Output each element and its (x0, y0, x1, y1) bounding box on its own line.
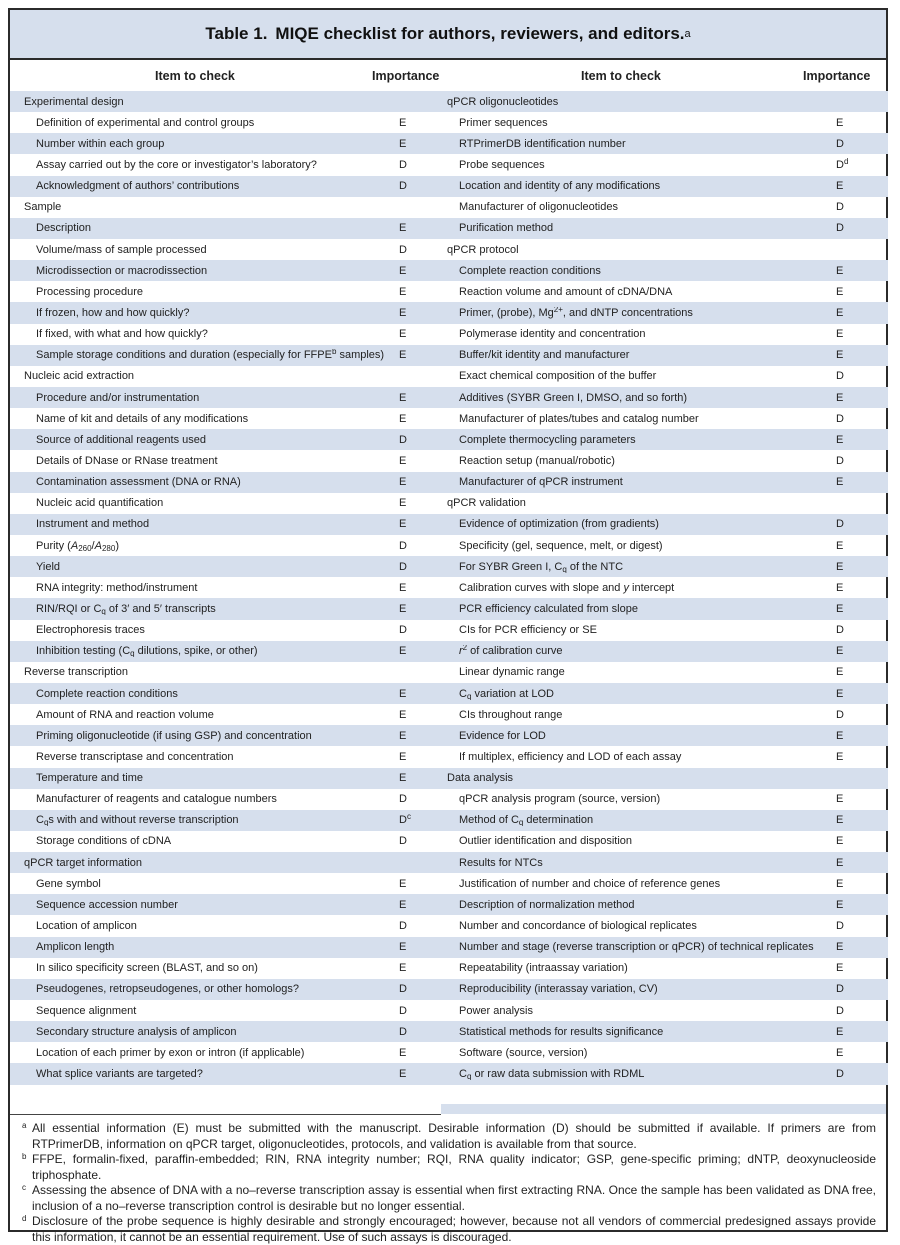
importance-value: E (836, 116, 844, 129)
item-text: Buffer/kit identity and manufacturer (459, 349, 630, 362)
table-row (10, 345, 441, 366)
table-row (10, 133, 441, 154)
table-row (10, 979, 441, 1000)
table-row (441, 746, 888, 767)
item-text: Evidence of optimization (from gradients) (459, 518, 659, 531)
table-bottom-rule (10, 1114, 441, 1115)
item-text: RIN/RQI or $C_q$ of 3′ and 5′ transcripts (36, 602, 216, 615)
item-text: Primer, (probe), $Mg^{2+}$, and dNTP concentrations (459, 306, 693, 319)
column-header-importance-right: Importance (803, 68, 871, 83)
table-row (10, 937, 441, 958)
item-text: Amount of RNA and reaction volume (36, 708, 214, 721)
table-row (10, 810, 441, 831)
table-row (441, 873, 888, 894)
importance-value: D (836, 1068, 844, 1081)
section-header-row (10, 662, 441, 683)
item-text: Sequence accession number (36, 898, 178, 911)
item-text: Instrument and method (36, 518, 150, 531)
item-text: RNA integrity: method/instrument (36, 581, 198, 594)
table-row (441, 345, 888, 366)
importance-value: E (399, 222, 407, 235)
item-text: Purity $(A_{260}/A_{280})$ (36, 539, 119, 552)
importance-value: D (399, 920, 407, 933)
importance-value: E (836, 1025, 844, 1038)
item-text: Description (36, 222, 92, 235)
section-header-row (10, 197, 441, 218)
table-row (441, 598, 888, 619)
footnote-text: Assessing the absence of DNA with a no–reverse transcription assay is essential when first extracting RNA. Once the sample has been validated as DNA free, inclusion of a no–reverse transcription control is desirable but no longer essential. (32, 1183, 876, 1213)
section-header-row (441, 91, 888, 112)
importance-value: E (399, 1068, 407, 1081)
table-row (441, 408, 888, 429)
item-text: What splice variants are targeted? (36, 1068, 203, 1081)
item-text: Evidence for LOD (459, 729, 546, 742)
item-text: Yield (36, 560, 61, 573)
table-row (441, 387, 888, 408)
item-text: Complete reaction conditions (459, 264, 601, 277)
item-text: Outlier identification and disposition (459, 835, 633, 848)
table-row (441, 725, 888, 746)
importance-value: D (399, 1004, 407, 1017)
footnote-marker: a (22, 1121, 27, 1130)
right-column (441, 91, 888, 1085)
table-row (10, 176, 441, 197)
item-text: Name of kit and details of any modifications (36, 412, 249, 425)
table-row (10, 577, 441, 598)
item-text: Electrophoresis traces (36, 624, 145, 637)
importance-value: E (836, 264, 844, 277)
item-text: Experimental design (24, 95, 124, 108)
importance-value: E (836, 1046, 844, 1059)
table-row (10, 894, 441, 915)
importance-value: E (399, 708, 407, 721)
importance-value: D (399, 243, 407, 256)
importance-value: D (399, 560, 407, 573)
importance-value: E (836, 391, 844, 404)
item-text: Volume/mass of sample processed (36, 243, 207, 256)
table-bottom-band (10, 1104, 886, 1114)
item-text: Procedure and/or instrumentation (36, 391, 200, 404)
item-text: Pseudogenes, retropseudogenes, or other homologs? (36, 983, 299, 996)
importance-value: E (836, 602, 844, 615)
footnote-d (22, 1214, 876, 1245)
item-text: Reproducibility (interassay variation, CV) (459, 983, 658, 996)
item-text: $r^2$ of calibration curve (459, 645, 563, 658)
item-text: RTPrimerDB identification number (459, 137, 626, 150)
table-row (10, 1042, 441, 1063)
table-row (441, 281, 888, 302)
section-header-row (10, 91, 441, 112)
item-text: Description of normalization method (459, 898, 635, 911)
item-text: Priming oligonucleotide (if using GSP) and concentration (36, 729, 312, 742)
item-text: Details of DNase or RNase treatment (36, 454, 218, 467)
item-text: $C_qs$ with and without reverse transcription (36, 814, 239, 827)
item-text: Microdissection or macrodissection (36, 264, 208, 277)
table-row (10, 831, 441, 852)
table-row (10, 493, 441, 514)
importance-value: D (399, 158, 407, 171)
importance-value: E (399, 729, 407, 742)
item-text: Inhibition testing ($C_q$ dilutions, spike, or other) (36, 645, 258, 658)
table-row (10, 620, 441, 641)
importance-value: D (836, 624, 844, 637)
table-row (441, 112, 888, 133)
table-row (441, 810, 888, 831)
importance-value: E (836, 835, 844, 848)
importance-value: E (836, 433, 844, 446)
importance-value: E (399, 306, 407, 319)
table-row (441, 683, 888, 704)
table-row (441, 514, 888, 535)
importance-value: D (399, 983, 407, 996)
item-text: Additives (SYBR Green I, DMSO, and so forth) (459, 391, 688, 404)
item-text: Manufacturer of reagents and catalogue numbers (36, 793, 277, 806)
importance-value: E (399, 476, 407, 489)
table-row (441, 218, 888, 239)
table-row (441, 535, 888, 556)
table-row (10, 789, 441, 810)
footnote-marker: c (22, 1183, 26, 1192)
importance-value: D (836, 201, 844, 214)
item-text: Nucleic acid quantification (36, 497, 164, 510)
importance-value: E (399, 772, 407, 785)
table-row (10, 641, 441, 662)
table-row (441, 429, 888, 450)
section-header-row (441, 768, 888, 789)
item-text: Processing procedure (36, 285, 144, 298)
table-row (10, 218, 441, 239)
importance-value: E (399, 962, 407, 975)
table-row (10, 429, 441, 450)
table-title: MIQE checklist for authors, reviewers, and editors. (275, 24, 685, 43)
table-row (10, 260, 441, 281)
footnote-marker: d (22, 1214, 27, 1223)
left-column (10, 91, 441, 1085)
item-text: Number within each group (36, 137, 165, 150)
footnote-b (22, 1152, 876, 1183)
item-text: Linear dynamic range (459, 666, 565, 679)
item-text: Sample storage conditions and duration (especially for FFPE$^b$ samples) (36, 349, 385, 362)
table-row (441, 1063, 888, 1084)
table-row (441, 450, 888, 471)
item-text: Number and concordance of biological replicates (459, 920, 697, 933)
item-text: Reverse transcriptase and concentration (36, 750, 234, 763)
importance-value: E (399, 412, 407, 425)
importance-value: E (836, 328, 844, 341)
table-row (10, 408, 441, 429)
importance-value: E (836, 856, 844, 869)
table-row (441, 704, 888, 725)
item-text: If fixed, with what and how quickly? (36, 328, 208, 341)
importance-value: D (399, 180, 407, 193)
item-text: Reaction volume and amount of cDNA/DNA (459, 285, 673, 298)
item-text: Exact chemical composition of the buffer (459, 370, 657, 383)
table-row (441, 324, 888, 345)
importance-value: E (836, 539, 844, 552)
item-text: $C_q$ variation at LOD (459, 687, 554, 700)
table-row (441, 577, 888, 598)
importance-value: E (836, 750, 844, 763)
item-text: Amplicon length (36, 941, 115, 954)
item-text: Justification of number and choice of reference genes (459, 877, 721, 890)
column-header-item-left: Item to check (155, 68, 235, 83)
item-text: Power analysis (459, 1004, 533, 1017)
item-text: Statistical methods for results significance (459, 1025, 664, 1038)
importance-value: $D^c$ (399, 812, 411, 827)
item-text: Polymerase identity and concentration (459, 328, 646, 341)
item-text: Manufacturer of plates/tubes and catalog number (459, 412, 699, 425)
table-row (441, 176, 888, 197)
table-row (441, 620, 888, 641)
importance-value: E (399, 137, 407, 150)
footnote-marker: b (22, 1152, 27, 1161)
item-text: qPCR analysis program (source, version) (459, 793, 661, 806)
importance-value: E (836, 666, 844, 679)
item-text: qPCR oligonucleotides (447, 95, 559, 108)
table-row (10, 958, 441, 979)
item-text: Location of each primer by exon or intron (if applicable) (36, 1046, 305, 1059)
importance-value: E (399, 687, 407, 700)
table-row (10, 768, 441, 789)
item-text: Nucleic acid extraction (24, 370, 135, 383)
item-text: qPCR protocol (447, 243, 519, 256)
table-row (10, 704, 441, 725)
item-text: Contamination assessment (DNA or RNA) (36, 476, 241, 489)
importance-value: E (399, 898, 407, 911)
table-row (441, 831, 888, 852)
importance-value: E (836, 898, 844, 911)
importance-value: E (836, 814, 844, 827)
importance-value: D (399, 539, 407, 552)
table-row (441, 302, 888, 323)
importance-value: D (399, 433, 407, 446)
item-text: Software (source, version) (459, 1046, 588, 1059)
table-row (441, 366, 888, 387)
importance-value: E (836, 349, 844, 362)
importance-value: E (836, 687, 844, 700)
table-row (441, 260, 888, 281)
table-row (10, 472, 441, 493)
item-text: Complete reaction conditions (36, 687, 178, 700)
footnote-text: Disclosure of the probe sequence is highly desirable and strongly encouraged; however, because not all vendors of commercial predesigned assays provide this information, it cannot be an essential requirement. Use of such assays is discouraged. (32, 1214, 876, 1244)
importance-value: E (399, 750, 407, 763)
item-text: Number and stage (reverse transcription or qPCR) of technical replicates (459, 941, 814, 954)
table-label: Table 1. (205, 24, 268, 43)
importance-value: E (836, 180, 844, 193)
importance-value: $D^d$ (836, 156, 849, 171)
importance-value: E (399, 285, 407, 298)
table-row (441, 556, 888, 577)
table-row (441, 472, 888, 493)
table-row (10, 154, 441, 175)
item-text: Storage conditions of cDNA (36, 835, 172, 848)
table-row (10, 873, 441, 894)
item-text: qPCR target information (24, 856, 142, 869)
importance-value: D (836, 920, 844, 933)
importance-value: E (836, 729, 844, 742)
table-row (441, 662, 888, 683)
table-row (10, 725, 441, 746)
table-row (10, 239, 441, 260)
table-title-bar: Table 1. MIQE checklist for authors, reviewers, and editors. a (10, 10, 886, 60)
importance-value: E (836, 560, 844, 573)
table-row (441, 894, 888, 915)
footnote-a (22, 1121, 876, 1152)
item-text: If frozen, how and how quickly? (36, 306, 190, 319)
item-text: Gene symbol (36, 877, 101, 890)
table-row (10, 683, 441, 704)
table-row (10, 1063, 441, 1084)
footnote-text: FFPE, formalin-fixed, paraffin-embedded; RIN, RNA integrity number; RQI, RNA quality indicator; GSP, gene-specific priming; dNTP, deoxynucleoside triphosphate. (32, 1152, 876, 1182)
table-row (441, 1000, 888, 1021)
item-text: PCR efficiency calculated from slope (459, 602, 638, 615)
importance-value: E (836, 793, 844, 806)
importance-value: D (836, 222, 844, 235)
item-text: Data analysis (447, 772, 514, 785)
importance-value: D (836, 518, 844, 531)
table-row (441, 1021, 888, 1042)
importance-value: E (399, 391, 407, 404)
importance-value: E (399, 645, 407, 658)
item-text: Source of additional reagents used (36, 433, 207, 446)
table-row (10, 598, 441, 619)
section-header-row (441, 239, 888, 260)
importance-value: E (399, 941, 407, 954)
section-header-row (10, 852, 441, 873)
importance-value: E (836, 877, 844, 890)
table-row (10, 514, 441, 535)
importance-value: E (399, 877, 407, 890)
importance-value: E (836, 306, 844, 319)
table-row (10, 387, 441, 408)
importance-value: E (836, 581, 844, 594)
item-text: Location and identity of any modifications (459, 180, 661, 193)
importance-value: D (836, 708, 844, 721)
item-text: Manufacturer of oligonucleotides (459, 201, 618, 214)
importance-value: E (399, 454, 407, 467)
table-row (10, 281, 441, 302)
item-text: Probe sequences (459, 158, 545, 171)
item-text: Reaction setup (manual/robotic) (459, 454, 615, 467)
item-text: Purification method (459, 222, 554, 235)
item-text: Repeatability (intraassay variation) (459, 962, 628, 975)
importance-value: E (836, 941, 844, 954)
footnotes (22, 1121, 876, 1245)
importance-value: E (399, 328, 407, 341)
table-row (441, 958, 888, 979)
importance-value: E (399, 116, 407, 129)
importance-value: E (836, 962, 844, 975)
importance-value: D (399, 835, 407, 848)
item-text: Manufacturer of qPCR instrument (459, 476, 623, 489)
item-text: Temperature and time (36, 772, 143, 785)
table-row (10, 450, 441, 471)
item-text: Assay carried out by the core or investigator’s laboratory? (36, 158, 317, 171)
table-row (441, 133, 888, 154)
item-text: Location of amplicon (36, 920, 137, 933)
item-text: If multiplex, efficiency and LOD of each assay (459, 750, 682, 763)
importance-value: D (836, 454, 844, 467)
section-header-row (10, 366, 441, 387)
table-row (441, 154, 888, 175)
item-text: Reverse transcription (24, 666, 128, 679)
table-row (10, 1000, 441, 1021)
table-row (441, 197, 888, 218)
importance-value: D (399, 624, 407, 637)
item-text: CIs throughout range (459, 708, 563, 721)
importance-value: E (399, 602, 407, 615)
table-frame (8, 8, 888, 1244)
table-row (441, 641, 888, 662)
item-text: Results for NTCs (459, 856, 543, 869)
item-text: qPCR validation (447, 497, 526, 510)
table-row (441, 937, 888, 958)
importance-value: D (836, 983, 844, 996)
item-text: Acknowledgment of authors’ contributions (36, 180, 240, 193)
item-text: Sequence alignment (36, 1004, 137, 1017)
item-text: Method of $C_q$ determination (459, 814, 594, 827)
table-row (10, 112, 441, 133)
importance-value: D (836, 412, 844, 425)
footnote-c (22, 1183, 876, 1214)
importance-value: E (836, 645, 844, 658)
table-row (441, 979, 888, 1000)
table-row (10, 556, 441, 577)
item-text: Calibration curves with slope and y intercept (459, 581, 675, 594)
column-header-importance-left: Importance (372, 68, 440, 83)
importance-value: E (399, 581, 407, 594)
importance-value: E (399, 497, 407, 510)
table-row (10, 915, 441, 936)
importance-value: D (399, 793, 407, 806)
importance-value: E (399, 264, 407, 277)
importance-value: E (399, 1046, 407, 1059)
item-text: Definition of experimental and control groups (36, 116, 255, 129)
importance-value: D (836, 370, 844, 383)
table-row (10, 535, 441, 556)
table-row (441, 789, 888, 810)
item-text: Sample (24, 201, 62, 214)
importance-value: E (836, 285, 844, 298)
item-text: Secondary structure analysis of amplicon (36, 1025, 237, 1038)
item-text: Complete thermocycling parameters (459, 433, 636, 446)
table-row (441, 1042, 888, 1063)
table-row (441, 915, 888, 936)
importance-value: D (836, 1004, 844, 1017)
column-header-item-right: Item to check (581, 68, 661, 83)
footnote-text: All essential information (E) must be submitted with the manuscript. Desirable information (D) should be submitted if available. If primers are from RTPrimerDB, information on qPCR target, oligonucleotides, protocols, and validation is available from that source. (32, 1121, 876, 1151)
item-text: For SYBR Green I, $C_q$ of the NTC (459, 560, 624, 573)
table-row (10, 302, 441, 323)
table-row (10, 746, 441, 767)
importance-value: E (836, 476, 844, 489)
item-text: In silico specificity screen (BLAST, and so on) (36, 962, 258, 975)
table-row (441, 852, 888, 873)
table-row (10, 1021, 441, 1042)
section-header-row (441, 493, 888, 514)
item-text: Primer sequences (459, 116, 548, 129)
importance-value: D (399, 1025, 407, 1038)
importance-value: D (836, 137, 844, 150)
importance-value: E (399, 349, 407, 362)
item-text: $C_q$ or raw data submission with RDML (459, 1068, 645, 1081)
importance-value: E (399, 518, 407, 531)
item-text: CIs for PCR efficiency or SE (459, 624, 597, 637)
table-row (10, 324, 441, 345)
item-text: Specificity (gel, sequence, melt, or digest) (459, 539, 663, 552)
